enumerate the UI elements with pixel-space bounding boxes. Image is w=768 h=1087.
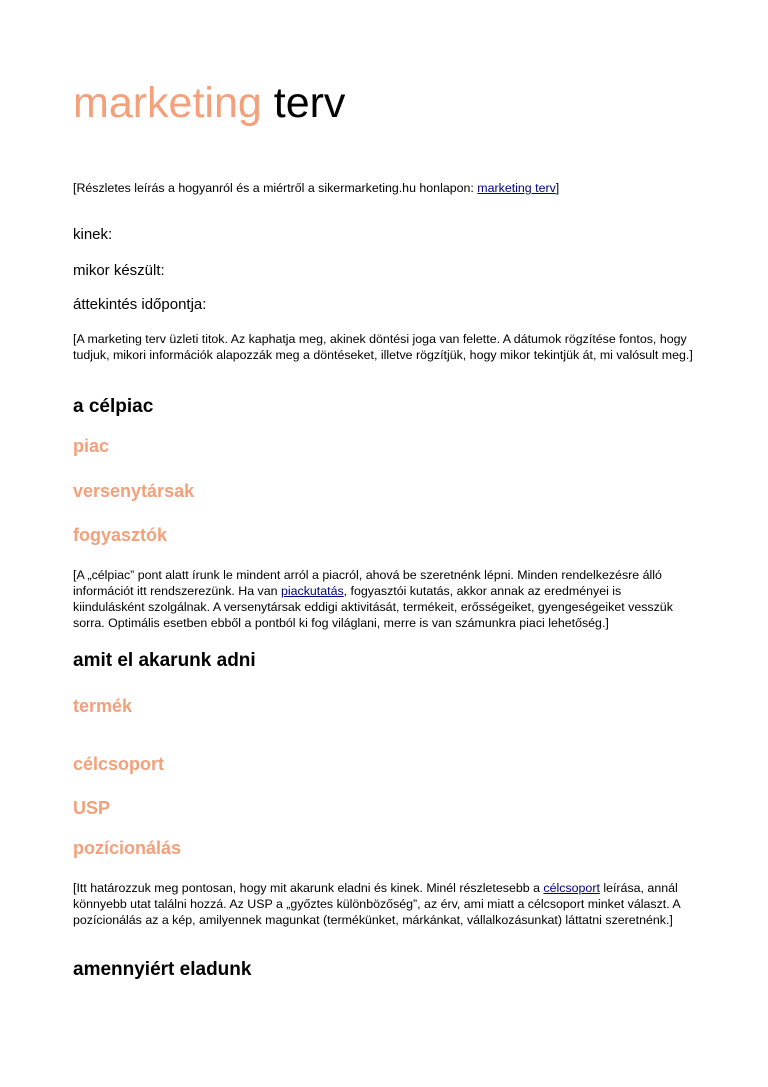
heading-celpiac: a célpiac <box>73 396 154 417</box>
subheading-termek: termék <box>73 696 133 716</box>
celpiac-note-text: [A „célpiac” pont alatt írunk le mindent arról a piacról, ahová be szeretnénk lépni. Minden rendelkezésre álló információt itt rendszerezünk. Ha van <box>73 568 662 598</box>
subheading-usp: USP <box>73 798 111 818</box>
subheading-celcsoport: célcsoport <box>73 754 165 774</box>
intro-text: [Részletes leírás a hogyanról és a miértről a sikermarketing.hu honlapon: <box>73 181 478 195</box>
amit-note-text-end: leírása, annál könnyebb utat találni hozzá. Az USP a „győztes különbözőség”, az érv, ami miatt a célcsoport minket választ. A pozícionálás az a kép, amilyennek magunkat (termékünket, márkánkat, vállalkozásunkat) láttatni szeretnénk.] <box>73 881 680 927</box>
heading-amennyiert-eladunk: amennyiért eladunk <box>73 959 252 980</box>
celcsoport-link[interactable]: célcsoport <box>543 881 600 895</box>
document-title <box>73 78 345 128</box>
title-marketing: marketing <box>73 79 262 127</box>
celpiac-note <box>73 567 695 631</box>
subheading-versenytarsak: versenytársak <box>73 481 195 501</box>
heading-amit-el-akarunk-adni: amit el akarunk adni <box>73 650 256 671</box>
amit-note-text: [Itt határozzuk meg pontosan, hogy mit akarunk eladni és kinek. Minél részletesebb a <box>73 881 544 895</box>
marketing-terv-link[interactable]: marketing terv <box>477 181 556 195</box>
amit-note <box>73 880 695 928</box>
celpiac-note-text-end: , fogyasztói kutatás, akkor annak az eredményei is kiindulásként szolgálnak. A versenytársak eddigi aktivitását, termékeit, erősségeiket, gyengeségeiket vesszük sorra. Optimális esetben ebből a pontból ki fog világlani, merre is van számunkra piaci lehetőség.] <box>73 584 673 630</box>
confidentiality-note: [A marketing terv üzleti titok. Az kaphatja meg, akinek döntési joga van felette. A dátumok rögzítése fontos, hogy tudjuk, mikori információk alapozzák meg a döntéseket, illetve rögzítjük, hogy mikor tekintjük át, mi valósult meg.] <box>73 332 693 362</box>
field-mikor-keszult: mikor készült: <box>73 262 165 279</box>
subheading-pozicionalas: pozícionálás <box>73 838 182 858</box>
piackutatas-link[interactable]: piackutatás <box>280 584 344 598</box>
title-terv: terv <box>261 79 346 127</box>
subheading-fogyasztok: fogyasztók <box>73 525 168 545</box>
field-kinek: kinek: <box>73 226 113 243</box>
field-attekintes-idopontja: áttekintés időpontja: <box>73 296 207 313</box>
subheading-piac: piac <box>73 436 110 456</box>
intro-note <box>73 180 695 196</box>
intro-close: ] <box>555 181 560 195</box>
